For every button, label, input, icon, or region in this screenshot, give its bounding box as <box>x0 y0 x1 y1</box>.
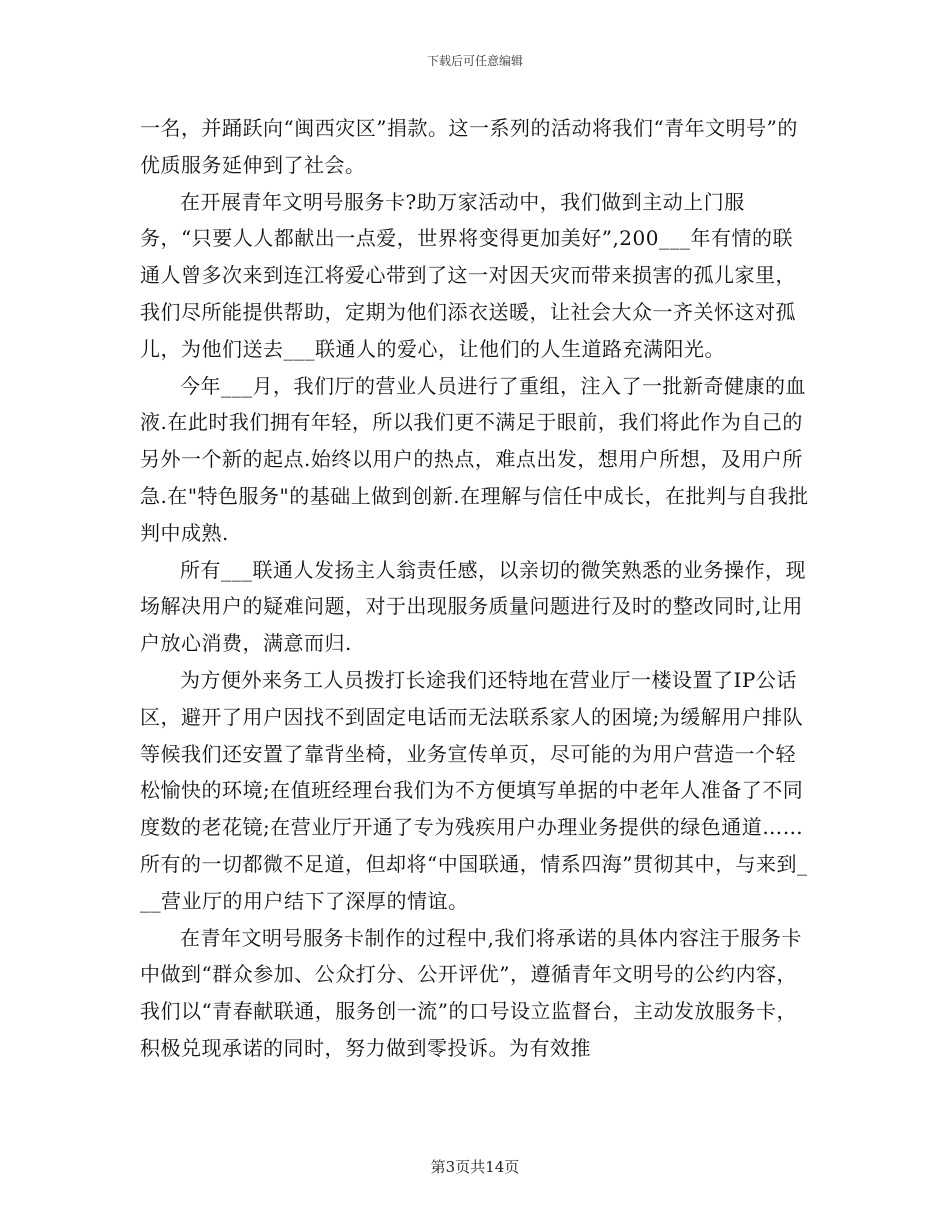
page-header-note: 下载后可任意编辑 <box>426 54 523 68</box>
paragraph-convenience-facilities: 为方便外来务工人员拨打长途我们还特地在营业厅一楼设置了IP公话区，避开了用户因找不到固定电话而无法联系家人的困境;为缓解用户排队等候我们还安置了靠背坐椅，业务宣传单页，尽可能的为用户营造一个轻松愉快的环境;在值班经理台我们为不方便填写单据的中老年人准备了不同度数的老花镜;在营业厅开通了专为残疾用户办理业务提供的绿色通道……所有的一切都微不足道，但却将“中国联通，情系四海”贯彻其中，与来到___营业厅的用户结下了深厚的情谊。 <box>140 667 808 913</box>
paragraph-continuation: 一名，并踊跃向“闽西灾区”捐款。这一系列的活动将我们“青年文明号”的优质服务延伸到了社会。 <box>140 116 798 177</box>
paragraph-service-card-production: 在青年文明号服务卡制作的过程中,我们将承诺的具体内容注于服务卡中做到“群众参加、公众打分、公开评优”，遵循青年文明号的公约内容，我们以“青春献联通，服务创一流”的口号设立监督台，主动发放服务卡，积极兑现承诺的同时，努力做到零投诉。为有效推 <box>140 925 802 1060</box>
page-number-footer: 第3页共14页 <box>430 1158 520 1176</box>
paragraph-responsibility: 所有___联通人发扬主人翁责任感，以亲切的微笑熟悉的业务操作，现场解决用户的疑难问题，对于出现服务质量问题进行及时的整改同时,让用户放心消费，满意而归. <box>140 557 806 656</box>
paragraph-service-card-activity: 在开展青年文明号服务卡?助万家活动中，我们做到主动上门服务，“只要人人都献出一点爱，世界将变得更加美好”,200___年有情的联通人曾多次来到连江将爱心带到了这一对因天灾而带来损害的孤儿家里，我们尽所能提供帮助，定期为他们添衣送暖，让社会大众一齐关怀这对孤儿，为他们送去___联通人的爱心，让他们的人生道路充满阳光。 <box>140 189 796 361</box>
document-body <box>140 110 812 1067</box>
paragraph-staff-reorganization: 今年___月，我们厅的营业人员进行了重组，注入了一批新奇健康的血液.在此时我们拥有年轻，所以我们更不满足于眼前，我们将此作为自己的另外一个新的起点.始终以用户的热点，难点出发，想用户所想，及用户所急.在"特色服务"的基础上做到创新.在理解与信任中成长，在批判与自我批判中成熟. <box>140 373 809 545</box>
